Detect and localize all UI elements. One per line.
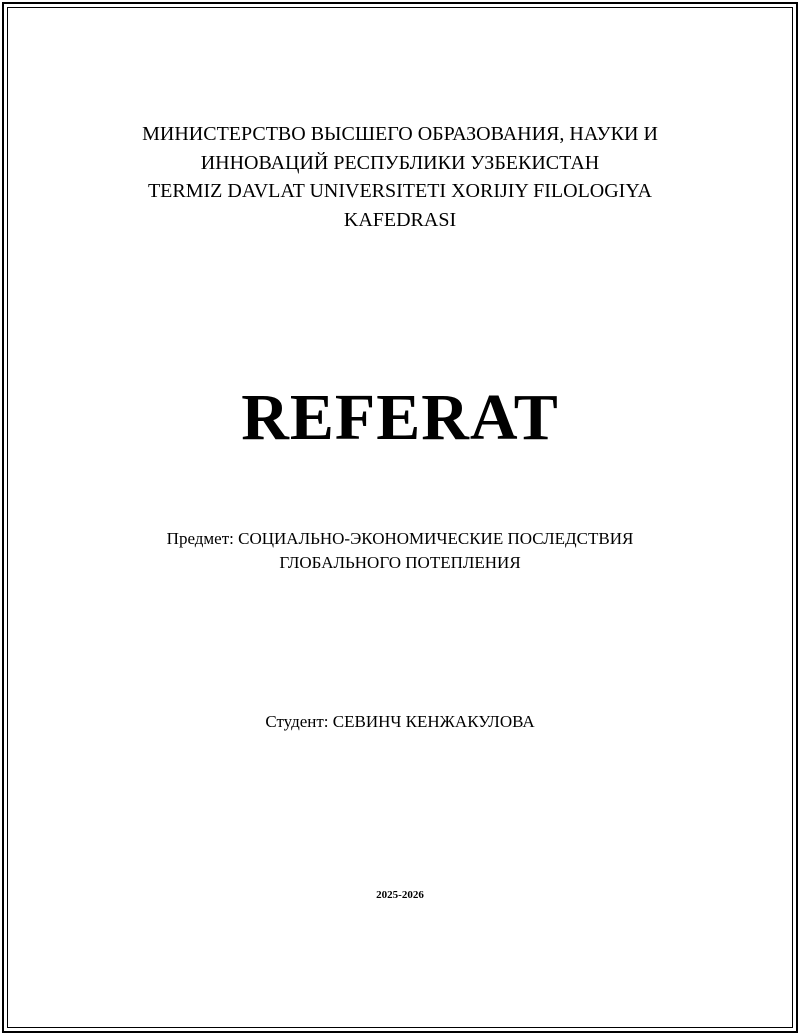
header-line-3: TERMIZ DAVLAT UNIVERSITETI XORIJIY FILOLOGIYA bbox=[147, 180, 653, 202]
institution-header bbox=[0, 120, 800, 234]
document-title: REFERAT bbox=[241, 381, 559, 454]
header-line-2: ИННОВАЦИЙ РЕСПУБЛИКИ УЗБЕКИСТАН bbox=[200, 151, 600, 174]
subject-block bbox=[0, 527, 800, 575]
header-line-4: KAFEDRASI bbox=[343, 208, 457, 231]
academic-year: 2025-2026 bbox=[376, 889, 424, 901]
header-line-1: МИНИСТЕРСТВО ВЫСШЕГО ОБРАЗОВАНИЯ, НАУКИ И bbox=[142, 123, 658, 145]
subject-line-2: ГЛОБАЛЬНОГО ПОТЕПЛЕНИЯ bbox=[279, 553, 521, 572]
subject-line-1: Предмет: СОЦИАЛЬНО-ЭКОНОМИЧЕСКИЕ ПОСЛЕДСТВИЯ bbox=[166, 529, 634, 548]
student-name: Студент: СЕВИНЧ КЕНЖАКУЛОВА bbox=[265, 712, 535, 731]
